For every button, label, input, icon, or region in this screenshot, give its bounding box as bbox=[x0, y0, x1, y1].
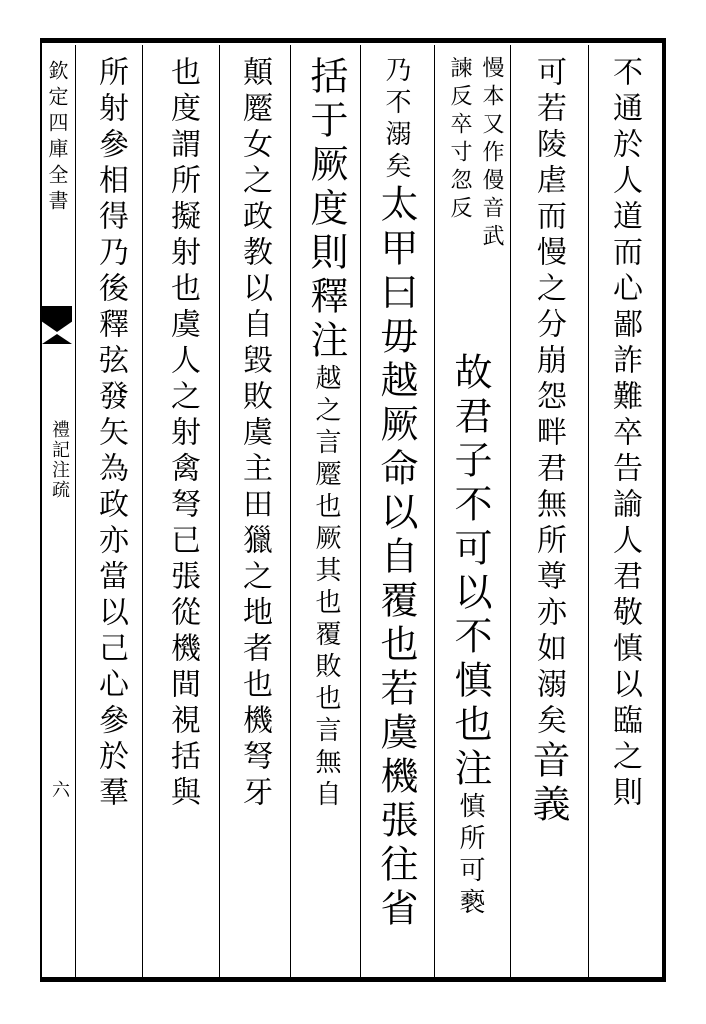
main-text: 括于厥度則釋注 bbox=[304, 56, 348, 364]
column-text: 可若陵虐而慢之分崩怨畔君無所尊亦如溺矣 bbox=[531, 56, 566, 740]
column-rule bbox=[290, 45, 291, 979]
note-column-right: 慢本又作僈音武 bbox=[479, 56, 504, 252]
text-column: 不通於人道而心鄙詐難卒告諭人君敬慎以臨之則 bbox=[607, 56, 642, 812]
text-column: 所射參相得乃後釋弦發矢為政亦當以己心參於羣 bbox=[93, 56, 128, 812]
commentary-text: 慎所可褻 bbox=[455, 792, 485, 920]
yinyi-heading: 音義 bbox=[526, 740, 570, 828]
page-number: 六 bbox=[49, 780, 70, 804]
text-column bbox=[444, 352, 496, 920]
text-column bbox=[370, 56, 422, 932]
main-text: 太甲曰毋越厥命以自覆也若虞機張往省 bbox=[374, 184, 418, 932]
commentary-text: 越之言蹷也厥其也覆敗也言無自 bbox=[311, 364, 341, 812]
column-rule bbox=[510, 45, 511, 979]
commentary-text: 乃不溺矣 bbox=[381, 56, 411, 184]
column-rule bbox=[434, 45, 435, 979]
column-rule bbox=[219, 45, 220, 979]
column-rule bbox=[142, 45, 143, 979]
main-text: 故君子不可以不慎也注 bbox=[448, 352, 492, 792]
book-title: 禮記注疏 bbox=[49, 420, 70, 500]
column-rule bbox=[360, 45, 361, 979]
note-column-left: 諫反卒寸忽反 bbox=[447, 56, 472, 224]
text-column bbox=[300, 56, 352, 812]
text-column: 也度謂所擬射也虞人之射禽弩已張從機間視括與 bbox=[165, 56, 200, 812]
library-title: 欽定四庫全書 bbox=[45, 60, 69, 216]
column-rule bbox=[588, 45, 589, 979]
text-column bbox=[522, 56, 574, 976]
text-column: 顛蹷女之政教以自毀敗虞主田獵之地者也機弩牙 bbox=[237, 56, 272, 812]
